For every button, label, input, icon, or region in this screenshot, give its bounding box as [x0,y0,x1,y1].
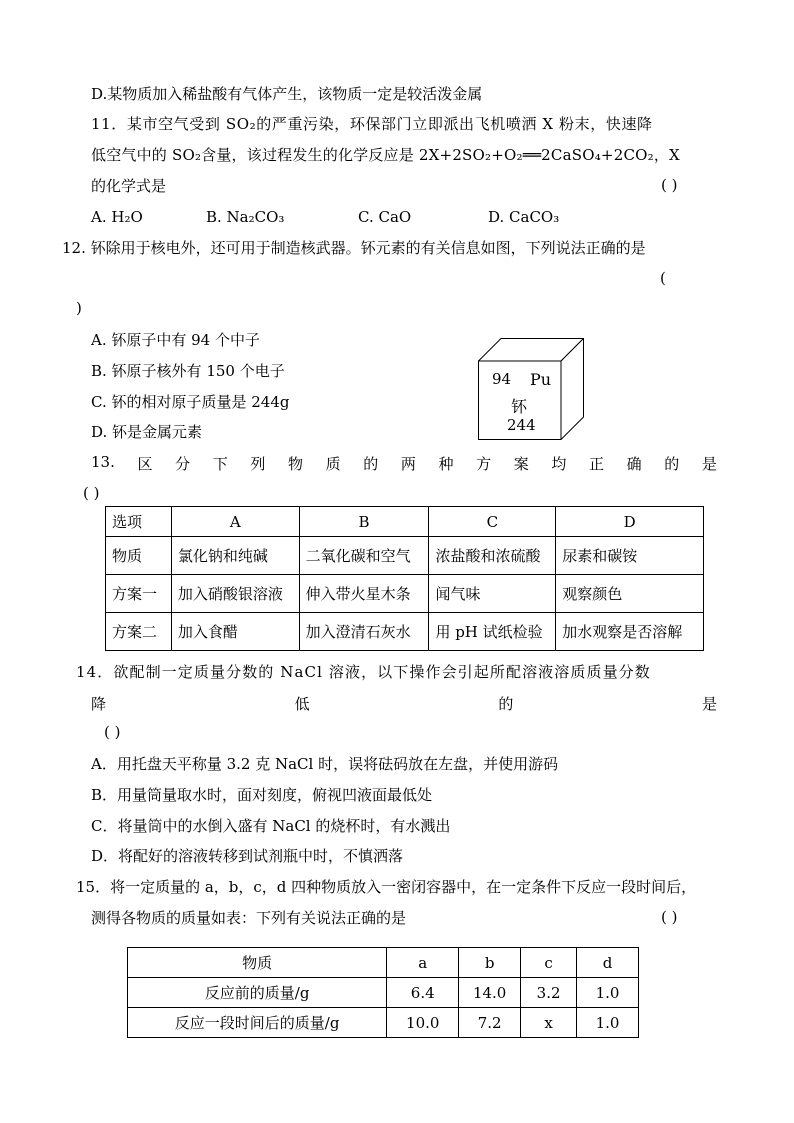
q13-stem: 13. 区 分 下 列 物 质 的 两 种 方 案 均 正 确 的 是 [91,453,717,473]
q14-option-b: B．用量筒量取水时，面对刻度，俯视凹液面最低处 [91,786,433,804]
q11-answer-paren: ( ) [661,176,678,194]
q11-stem-line3: 的化学式是 [91,177,167,195]
q15-table [127,947,639,1038]
q11-stem-line2: 低空气中的 SO₂含量，该过程发生的化学反应是 2X+2SO₂+O₂══2CaSO₄+2CO₂，X [91,146,680,164]
q11-stem-line1: 11．某市空气受到 SO₂的严重污染，环保部门立即派出飞机喷洒 X 粉末，快速降 [91,115,653,133]
element-info-cube [478,338,584,440]
table-header-row: 选项 A B C D [106,507,704,537]
table-row: 方案一 加入硝酸银溶液 伸入带火星木条 闻气味 观察颜色 [106,575,704,613]
table-row: 物质 氯化钠和纯碱 二氧化碳和空气 浓盐酸和浓硫酸 尿素和碳铵 [106,537,704,575]
q14-option-a: A．用托盘天平称量 3.2 克 NaCl 时，误将砝码放在左盘，并使用游码 [91,755,559,773]
q14-stem-line1: 14．欲配制一定质量分数的 NaCl 溶液，以下操作会引起所配溶液溶质质量分数 [76,663,651,681]
q12-option-c: C. 钚的相对原子质量是 244g [91,393,290,411]
q12-paren-close: ) [76,299,82,317]
q12-paren-open: ( [660,269,666,287]
q12-option-d: D. 钚是金属元素 [91,423,203,441]
q15-answer-paren: ( ) [661,908,678,926]
q14-answer-paren: ( ) [104,723,121,741]
table-header-row: 物质 a b c d [128,948,639,978]
q14-option-c: C．将量筒中的水倒入盛有 NaCl 的烧杯时，有水溅出 [91,817,451,835]
element-name: 钚 [511,397,528,416]
q12-option-a: A. 钚原子中有 94 个中子 [91,331,260,349]
q11-option-c: C. CaO [358,208,412,226]
table-row: 反应前的质量/g 6.4 14.0 3.2 1.0 [128,978,639,1008]
q13-answer-paren: ( ) [83,484,100,502]
element-symbol: Pu [530,370,552,389]
q12-option-b: B. 钚原子核外有 150 个电子 [91,362,285,380]
table-row: 反应一段时间后的质量/g 10.0 7.2 x 1.0 [128,1008,639,1038]
q15-stem-line1: 15．将一定质量的 a，b，c，d 四种物质放入一密闭容器中，在一定条件下反应一段时间后， [76,878,697,896]
q11-option-b: B. Na₂CO₃ [206,208,285,226]
q14-option-d: D．将配好的溶液转移到试剂瓶中时，不慎洒落 [91,847,404,865]
q14-stem-line2: 降 低 的 是 [91,695,717,713]
table-row: 方案二 加入食醋 加入澄清石灰水 用 pH 试纸检验 加水观察是否溶解 [106,613,704,651]
q15-stem-line2: 测得各物质的质量如表：下列有关说法正确的是 [91,909,407,927]
q11-option-a: A. H₂O [91,208,143,226]
element-atomic-mass: 244 [507,416,536,434]
q11-option-d: D. CaCO₃ [488,208,560,226]
element-atomic-number: 94 [492,370,512,388]
q13-table [105,506,704,651]
q10-option-d: D.某物质加入稀盐酸有气体产生，该物质一定是较活泼金属 [91,85,483,103]
q12-stem: 12. 钚除用于核电外，还可用于制造核武器。钚元素的有关信息如图，下列说法正确的是 [62,239,646,257]
